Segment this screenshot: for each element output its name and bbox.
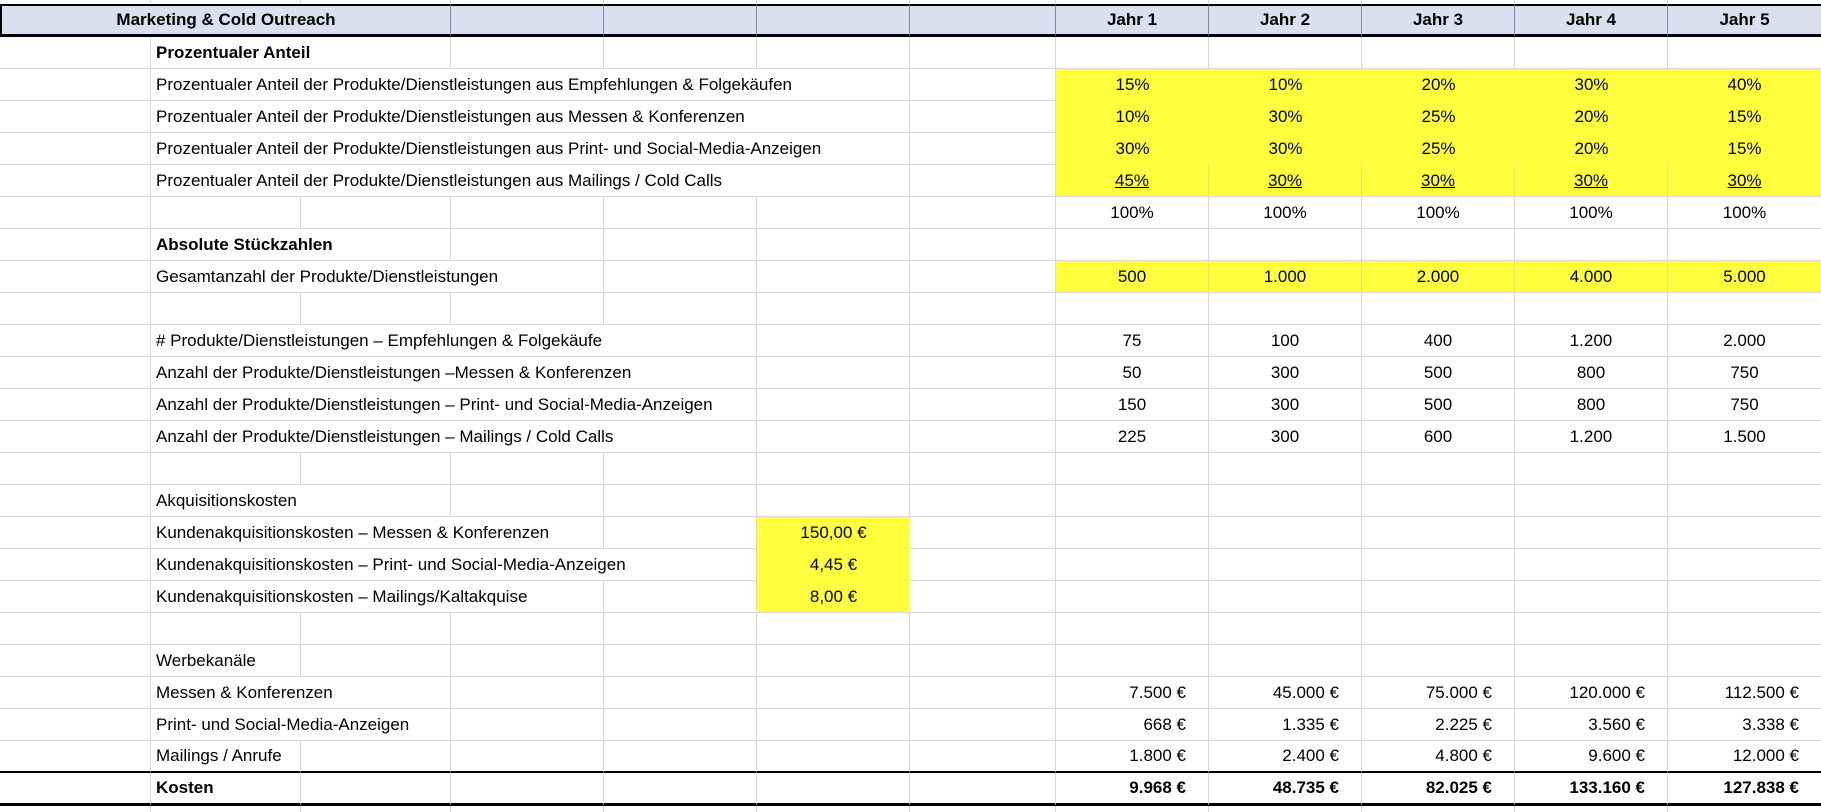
- value-cell[interactable]: 2.000: [1362, 261, 1515, 293]
- spreadsheet-cell[interactable]: [0, 581, 151, 613]
- spreadsheet-cell[interactable]: [604, 581, 757, 613]
- spreadsheet-cell[interactable]: [1209, 293, 1362, 325]
- value-cell[interactable]: 25%: [1362, 133, 1515, 165]
- value-cell[interactable]: 500: [1362, 389, 1515, 421]
- spreadsheet-cell[interactable]: [1515, 581, 1668, 613]
- row-label[interactable]: Anzahl der Produkte/Dienstleistungen – Mailings / Cold Calls: [151, 421, 757, 453]
- spreadsheet-cell[interactable]: [1362, 229, 1515, 261]
- spreadsheet-cell[interactable]: [151, 197, 301, 229]
- spreadsheet-cell[interactable]: [451, 773, 604, 806]
- value-cell[interactable]: 225: [1056, 421, 1209, 453]
- spreadsheet-cell[interactable]: [1362, 517, 1515, 549]
- spreadsheet-cell[interactable]: [757, 677, 910, 709]
- spreadsheet-cell[interactable]: [910, 389, 1056, 421]
- section-heading-row: [0, 485, 1821, 517]
- value-cell[interactable]: 45.000 €: [1209, 677, 1362, 709]
- spreadsheet-cell[interactable]: [0, 69, 151, 101]
- spreadsheet-cell[interactable]: [604, 37, 757, 69]
- spreadsheet-cell[interactable]: [910, 709, 1056, 741]
- year-header-3[interactable]: Jahr 3: [1362, 4, 1515, 37]
- value-cell[interactable]: 30%: [1209, 165, 1362, 197]
- spreadsheet-cell[interactable]: [910, 197, 1056, 229]
- spreadsheet-cell[interactable]: [1362, 581, 1515, 613]
- row-label[interactable]: Mailings / Anrufe: [151, 741, 301, 773]
- spreadsheet-cell[interactable]: [1056, 453, 1209, 485]
- value-cell[interactable]: 2.225 €: [1362, 709, 1515, 741]
- spreadsheet-cell[interactable]: [604, 613, 757, 645]
- value-cell[interactable]: 1.200: [1515, 421, 1668, 453]
- value-cell[interactable]: 100%: [1515, 197, 1668, 229]
- spreadsheet-cell[interactable]: [451, 4, 604, 37]
- value-cell[interactable]: 1.000: [1209, 261, 1362, 293]
- spreadsheet-cell[interactable]: [1668, 229, 1821, 261]
- empty-row: [0, 293, 1821, 325]
- spreadsheet-cell[interactable]: [757, 325, 910, 357]
- value-cell[interactable]: 20%: [1515, 101, 1668, 133]
- spreadsheet-cell[interactable]: [1362, 549, 1515, 581]
- value-cell[interactable]: 15%: [1668, 133, 1821, 165]
- spreadsheet-cell[interactable]: [604, 4, 757, 37]
- spreadsheet-cell[interactable]: [757, 806, 910, 812]
- percent-total-row: [0, 197, 1821, 229]
- spreadsheet-cell[interactable]: [1362, 37, 1515, 69]
- spreadsheet-cell[interactable]: [151, 453, 301, 485]
- spreadsheet-cell[interactable]: [451, 613, 604, 645]
- spreadsheet-cell[interactable]: [1209, 581, 1362, 613]
- channel-row: [0, 741, 1821, 773]
- spreadsheet-cell[interactable]: [1056, 293, 1209, 325]
- section-heading-row: [0, 229, 1821, 261]
- value-cell[interactable]: 45%: [1056, 165, 1209, 197]
- spreadsheet-cell[interactable]: [1056, 229, 1209, 261]
- spreadsheet-cell[interactable]: [757, 4, 910, 37]
- acquisition-row: [0, 549, 1821, 581]
- spreadsheet-cell[interactable]: [0, 261, 151, 293]
- spreadsheet-cell[interactable]: [910, 261, 1056, 293]
- spreadsheet-cell[interactable]: [301, 613, 451, 645]
- spreadsheet-cell[interactable]: [910, 613, 1056, 645]
- spreadsheet-cell[interactable]: [1668, 293, 1821, 325]
- spreadsheet-cell[interactable]: [910, 581, 1056, 613]
- spreadsheet-cell[interactable]: [604, 709, 757, 741]
- spreadsheet-cell[interactable]: [757, 357, 910, 389]
- empty-row: [0, 453, 1821, 485]
- spreadsheet-cell[interactable]: [1209, 485, 1362, 517]
- year-header-5[interactable]: Jahr 5: [1668, 4, 1821, 37]
- spreadsheet-cell[interactable]: [1209, 549, 1362, 581]
- section-heading-row: [0, 37, 1821, 69]
- spreadsheet-cell[interactable]: [1209, 453, 1362, 485]
- spreadsheet-cell[interactable]: [1056, 613, 1209, 645]
- spreadsheet-cell[interactable]: [1362, 806, 1515, 812]
- value-cell[interactable]: 15%: [1668, 101, 1821, 133]
- row-label[interactable]: Prozentualer Anteil der Produkte/Dienstleistungen aus Empfehlungen & Folgekäufen: [151, 69, 910, 101]
- spreadsheet-cell[interactable]: [1515, 549, 1668, 581]
- spreadsheet-cell[interactable]: [604, 806, 757, 812]
- year-header-4[interactable]: Jahr 4: [1515, 4, 1668, 37]
- total-units-row: [0, 261, 1821, 293]
- spreadsheet-cell[interactable]: [301, 453, 451, 485]
- spreadsheet-cell[interactable]: [0, 677, 151, 709]
- spreadsheet-cell[interactable]: [0, 421, 151, 453]
- percent-row-underlined: [0, 165, 1821, 197]
- value-cell[interactable]: 10%: [1209, 69, 1362, 101]
- value-cell[interactable]: 50: [1056, 357, 1209, 389]
- spreadsheet-cell[interactable]: [301, 741, 451, 773]
- spreadsheet-cell[interactable]: [1668, 613, 1821, 645]
- year-header-1[interactable]: Jahr 1: [1056, 4, 1209, 37]
- value-cell[interactable]: 112.500 €: [1668, 677, 1821, 709]
- spreadsheet-cell[interactable]: [1515, 645, 1668, 677]
- section-heading[interactable]: Absolute Stückzahlen: [151, 229, 451, 261]
- spreadsheet-cell[interactable]: [0, 293, 151, 325]
- value-cell[interactable]: 100%: [1056, 197, 1209, 229]
- value-cell[interactable]: 668 €: [1056, 709, 1209, 741]
- spreadsheet-cell[interactable]: [451, 37, 604, 69]
- spreadsheet-cell[interactable]: [910, 421, 1056, 453]
- value-cell[interactable]: 300: [1209, 389, 1362, 421]
- spreadsheet-cell[interactable]: [0, 197, 151, 229]
- spreadsheet-cell[interactable]: [0, 453, 151, 485]
- spreadsheet-cell[interactable]: [1515, 613, 1668, 645]
- value-cell[interactable]: 48.735 €: [1209, 773, 1362, 806]
- value-cell[interactable]: 150: [1056, 389, 1209, 421]
- spreadsheet-cell[interactable]: [1668, 37, 1821, 69]
- spreadsheet-cell[interactable]: [1515, 806, 1668, 812]
- spreadsheet-cell[interactable]: [604, 645, 757, 677]
- spreadsheet-cell[interactable]: [0, 229, 151, 261]
- value-cell[interactable]: 800: [1515, 389, 1668, 421]
- spreadsheet-cell[interactable]: [757, 37, 910, 69]
- percent-row: [0, 101, 1821, 133]
- spreadsheet-cell[interactable]: [1056, 517, 1209, 549]
- count-row: [0, 357, 1821, 389]
- spreadsheet-cell[interactable]: [0, 165, 151, 197]
- spreadsheet-cell[interactable]: [1056, 37, 1209, 69]
- row-label[interactable]: Kosten: [151, 773, 301, 806]
- value-cell[interactable]: 3.560 €: [1515, 709, 1668, 741]
- spreadsheet-cell[interactable]: [1056, 806, 1209, 812]
- value-cell[interactable]: 300: [1209, 421, 1362, 453]
- spreadsheet-cell[interactable]: [0, 37, 151, 69]
- spreadsheet-cell[interactable]: [1209, 229, 1362, 261]
- value-cell[interactable]: 1.500: [1668, 421, 1821, 453]
- spreadsheet-cell[interactable]: [757, 229, 910, 261]
- value-cell[interactable]: 100: [1209, 325, 1362, 357]
- value-cell[interactable]: 30%: [1209, 133, 1362, 165]
- spreadsheet-cell[interactable]: [1362, 645, 1515, 677]
- value-cell[interactable]: 12.000 €: [1668, 741, 1821, 773]
- value-cell[interactable]: 30%: [1209, 101, 1362, 133]
- spreadsheet-cell[interactable]: [0, 389, 151, 421]
- row-label[interactable]: Gesamtanzahl der Produkte/Dienstleistungen: [151, 261, 604, 293]
- spreadsheet-cell[interactable]: [1515, 293, 1668, 325]
- row-label[interactable]: # Produkte/Dienstleistungen – Empfehlungen & Folgekäufe: [151, 325, 757, 357]
- value-cell[interactable]: 133.160 €: [1515, 773, 1668, 806]
- cost-total-row: [0, 773, 1821, 806]
- spreadsheet-cell[interactable]: [0, 806, 151, 812]
- spreadsheet-cell[interactable]: [0, 517, 151, 549]
- spreadsheet-cell[interactable]: [1209, 613, 1362, 645]
- percent-row: [0, 133, 1821, 165]
- empty-row: [0, 613, 1821, 645]
- spreadsheet-cell[interactable]: [1362, 293, 1515, 325]
- spreadsheet-cell[interactable]: [1668, 645, 1821, 677]
- spreadsheet-cell[interactable]: [1209, 806, 1362, 812]
- spreadsheet-cell[interactable]: [604, 453, 757, 485]
- spreadsheet-cell[interactable]: [604, 293, 757, 325]
- value-cell[interactable]: 9.968 €: [1056, 773, 1209, 806]
- spreadsheet-cell[interactable]: [910, 37, 1056, 69]
- row-label[interactable]: Messen & Konferenzen: [151, 677, 451, 709]
- spreadsheet-cell[interactable]: [301, 806, 451, 812]
- spreadsheet-cell[interactable]: [301, 197, 451, 229]
- row-label[interactable]: Kundenakquisitionskosten – Print- und Social-Media-Anzeigen: [151, 549, 757, 581]
- value-cell[interactable]: 400: [1362, 325, 1515, 357]
- spreadsheet-cell[interactable]: [604, 261, 757, 293]
- acquisition-row: [0, 581, 1821, 613]
- spreadsheet-cell[interactable]: [757, 709, 910, 741]
- spreadsheet-cell[interactable]: [0, 133, 151, 165]
- percent-row: [0, 69, 1821, 101]
- spreadsheet-cell[interactable]: [0, 357, 151, 389]
- value-cell[interactable]: 4,45 €: [757, 549, 910, 581]
- value-cell[interactable]: 82.025 €: [1362, 773, 1515, 806]
- spreadsheet-cell[interactable]: [910, 677, 1056, 709]
- value-cell[interactable]: 150,00 €: [757, 517, 910, 549]
- spreadsheet-cell[interactable]: [910, 773, 1056, 806]
- spreadsheet-cell[interactable]: [604, 677, 757, 709]
- spreadsheet-cell[interactable]: [757, 421, 910, 453]
- value-cell[interactable]: 7.500 €: [1056, 677, 1209, 709]
- spreadsheet-cell[interactable]: [451, 645, 604, 677]
- spreadsheet-cell[interactable]: [1668, 453, 1821, 485]
- spreadsheet-cell[interactable]: [910, 549, 1056, 581]
- count-row: [0, 389, 1821, 421]
- spreadsheet-cell[interactable]: [757, 197, 910, 229]
- spreadsheet-cell[interactable]: [757, 389, 910, 421]
- spreadsheet-cell[interactable]: [757, 453, 910, 485]
- spreadsheet-cell[interactable]: [0, 645, 151, 677]
- value-cell[interactable]: 2.400 €: [1209, 741, 1362, 773]
- value-cell[interactable]: 600: [1362, 421, 1515, 453]
- value-cell[interactable]: 300: [1209, 357, 1362, 389]
- spreadsheet-cell[interactable]: [451, 453, 604, 485]
- count-row: [0, 325, 1821, 357]
- value-cell[interactable]: 8,00 €: [757, 581, 910, 613]
- spreadsheet-cell[interactable]: [301, 773, 451, 806]
- header-row: [0, 4, 1821, 37]
- spreadsheet-cell[interactable]: [1668, 549, 1821, 581]
- spreadsheet-cell[interactable]: [757, 773, 910, 806]
- value-cell[interactable]: 4.000: [1515, 261, 1668, 293]
- spreadsheet-cell[interactable]: [451, 293, 604, 325]
- value-cell[interactable]: 9.600 €: [1515, 741, 1668, 773]
- section-heading[interactable]: Werbekanäle: [151, 645, 301, 677]
- section-heading[interactable]: Prozentualer Anteil: [151, 37, 451, 69]
- row-label[interactable]: Prozentualer Anteil der Produkte/Dienstleistungen aus Mailings / Cold Calls: [151, 165, 910, 197]
- section-heading-row: [0, 645, 1821, 677]
- value-cell[interactable]: 100%: [1209, 197, 1362, 229]
- channel-row: [0, 677, 1821, 709]
- value-cell[interactable]: 500: [1362, 357, 1515, 389]
- spreadsheet-cell[interactable]: [151, 806, 301, 812]
- spreadsheet-cell[interactable]: [604, 773, 757, 806]
- spreadsheet-cell[interactable]: [451, 485, 604, 517]
- spreadsheet-cell[interactable]: [301, 645, 451, 677]
- spreadsheet-cell[interactable]: [1668, 517, 1821, 549]
- value-cell[interactable]: 3.338 €: [1668, 709, 1821, 741]
- value-cell[interactable]: 100%: [1362, 197, 1515, 229]
- value-cell[interactable]: 40%: [1668, 69, 1821, 101]
- value-cell[interactable]: 1.335 €: [1209, 709, 1362, 741]
- spreadsheet-cell[interactable]: [1668, 806, 1821, 812]
- value-cell[interactable]: 20%: [1515, 133, 1668, 165]
- spreadsheet-cell[interactable]: [604, 517, 757, 549]
- spreadsheet-cell[interactable]: [0, 325, 151, 357]
- spreadsheet-cell[interactable]: [910, 293, 1056, 325]
- spreadsheet-cell[interactable]: [604, 229, 757, 261]
- spreadsheet-cell[interactable]: [451, 677, 604, 709]
- spreadsheet-cell[interactable]: [1668, 485, 1821, 517]
- spreadsheet-cell[interactable]: [451, 709, 604, 741]
- spreadsheet-cell[interactable]: [910, 517, 1056, 549]
- value-cell[interactable]: 2.000: [1668, 325, 1821, 357]
- spreadsheet-cell[interactable]: [757, 261, 910, 293]
- acquisition-row: [0, 517, 1821, 549]
- value-cell[interactable]: 75: [1056, 325, 1209, 357]
- spreadsheet-cell[interactable]: [910, 101, 1056, 133]
- value-cell[interactable]: 15%: [1056, 69, 1209, 101]
- value-cell[interactable]: 30%: [1515, 165, 1668, 197]
- spreadsheet-cell[interactable]: [757, 485, 910, 517]
- spreadsheet-cell[interactable]: [451, 806, 604, 812]
- spreadsheet-cell[interactable]: [910, 357, 1056, 389]
- spreadsheet-cell[interactable]: [451, 741, 604, 773]
- spreadsheet-cell[interactable]: [910, 325, 1056, 357]
- spreadsheet-cell[interactable]: [0, 773, 151, 806]
- spreadsheet-cell[interactable]: [0, 613, 151, 645]
- count-row: [0, 421, 1821, 453]
- row-label[interactable]: Prozentualer Anteil der Produkte/Dienstleistungen aus Print- und Social-Media-Anzeigen: [151, 133, 910, 165]
- spreadsheet-cell[interactable]: [0, 549, 151, 581]
- spreadsheet-cell[interactable]: [910, 806, 1056, 812]
- spreadsheet-cell[interactable]: [0, 101, 151, 133]
- spreadsheet-cell[interactable]: [910, 165, 1056, 197]
- spreadsheet-cell[interactable]: [757, 613, 910, 645]
- value-cell[interactable]: 30%: [1668, 165, 1821, 197]
- value-cell[interactable]: 1.800 €: [1056, 741, 1209, 773]
- value-cell[interactable]: 750: [1668, 389, 1821, 421]
- value-cell[interactable]: 30%: [1056, 133, 1209, 165]
- spreadsheet-cell[interactable]: [910, 645, 1056, 677]
- row-label[interactable]: Print- und Social-Media-Anzeigen: [151, 709, 451, 741]
- spreadsheet-cell[interactable]: [757, 741, 910, 773]
- spreadsheet-cell[interactable]: [1515, 37, 1668, 69]
- spreadsheet-cell[interactable]: [1515, 453, 1668, 485]
- value-cell[interactable]: 500: [1056, 261, 1209, 293]
- row-label[interactable]: Anzahl der Produkte/Dienstleistungen – Print- und Social-Media-Anzeigen: [151, 389, 757, 421]
- spreadsheet-cell[interactable]: [1362, 613, 1515, 645]
- spreadsheet-cell[interactable]: [0, 485, 151, 517]
- spreadsheet-cell[interactable]: [910, 741, 1056, 773]
- value-cell[interactable]: 75.000 €: [1362, 677, 1515, 709]
- spreadsheet-cell[interactable]: [1362, 453, 1515, 485]
- value-cell[interactable]: 4.800 €: [1362, 741, 1515, 773]
- channel-row: [0, 709, 1821, 741]
- spreadsheet-cell[interactable]: [604, 197, 757, 229]
- value-cell[interactable]: 127.838 €: [1668, 773, 1821, 806]
- value-cell[interactable]: 10%: [1056, 101, 1209, 133]
- spreadsheet-cell[interactable]: [604, 741, 757, 773]
- value-cell[interactable]: 1.200: [1515, 325, 1668, 357]
- value-cell[interactable]: 800: [1515, 357, 1668, 389]
- bottom-sliver-row: [0, 806, 1821, 812]
- spreadsheet-cell[interactable]: [301, 293, 451, 325]
- spreadsheet-cell[interactable]: [1056, 549, 1209, 581]
- spreadsheet-cell[interactable]: [451, 197, 604, 229]
- value-cell[interactable]: 100%: [1668, 197, 1821, 229]
- spreadsheet-cell[interactable]: [604, 485, 757, 517]
- spreadsheet-cell[interactable]: [910, 229, 1056, 261]
- spreadsheet-cell[interactable]: [0, 709, 151, 741]
- spreadsheet-cell[interactable]: [1209, 645, 1362, 677]
- value-cell[interactable]: 5.000: [1668, 261, 1821, 293]
- spreadsheet-cell[interactable]: [1668, 581, 1821, 613]
- spreadsheet-cell[interactable]: [1209, 37, 1362, 69]
- value-cell[interactable]: 120.000 €: [1515, 677, 1668, 709]
- spreadsheet-cell[interactable]: [1515, 229, 1668, 261]
- spreadsheet-cell[interactable]: [910, 133, 1056, 165]
- spreadsheet-cell[interactable]: [151, 293, 301, 325]
- row-label[interactable]: Prozentualer Anteil der Produkte/Dienstleistungen aus Messen & Konferenzen: [151, 101, 910, 133]
- row-label[interactable]: Kundenakquisitionskosten – Messen & Konferenzen: [151, 517, 604, 549]
- value-cell[interactable]: 25%: [1362, 101, 1515, 133]
- row-label[interactable]: Anzahl der Produkte/Dienstleistungen –Messen & Konferenzen: [151, 357, 757, 389]
- spreadsheet-cell[interactable]: [910, 69, 1056, 101]
- spreadsheet-cell[interactable]: [910, 4, 1056, 37]
- sheet-title[interactable]: Marketing & Cold Outreach: [0, 4, 451, 37]
- spreadsheet-cell[interactable]: [910, 485, 1056, 517]
- spreadsheet-cell[interactable]: [0, 741, 151, 773]
- spreadsheet-cell[interactable]: [1515, 485, 1668, 517]
- spreadsheet-cell[interactable]: [451, 229, 604, 261]
- spreadsheet-cell[interactable]: [1362, 485, 1515, 517]
- spreadsheet-cell[interactable]: [757, 293, 910, 325]
- value-cell[interactable]: 30%: [1362, 165, 1515, 197]
- spreadsheet-cell[interactable]: [1515, 517, 1668, 549]
- year-header-2[interactable]: Jahr 2: [1209, 4, 1362, 37]
- spreadsheet-cell[interactable]: [1056, 645, 1209, 677]
- spreadsheet-cell[interactable]: [1056, 581, 1209, 613]
- row-label[interactable]: Kundenakquisitionskosten – Mailings/Kaltakquise: [151, 581, 604, 613]
- spreadsheet-cell[interactable]: [757, 645, 910, 677]
- value-cell[interactable]: 30%: [1515, 69, 1668, 101]
- spreadsheet-cell[interactable]: [1209, 517, 1362, 549]
- spreadsheet-cell[interactable]: [910, 453, 1056, 485]
- value-cell[interactable]: 750: [1668, 357, 1821, 389]
- value-cell[interactable]: 20%: [1362, 69, 1515, 101]
- section-heading[interactable]: Akquisitionskosten: [151, 485, 451, 517]
- spreadsheet-cell[interactable]: [151, 613, 301, 645]
- spreadsheet-cell[interactable]: [1056, 485, 1209, 517]
